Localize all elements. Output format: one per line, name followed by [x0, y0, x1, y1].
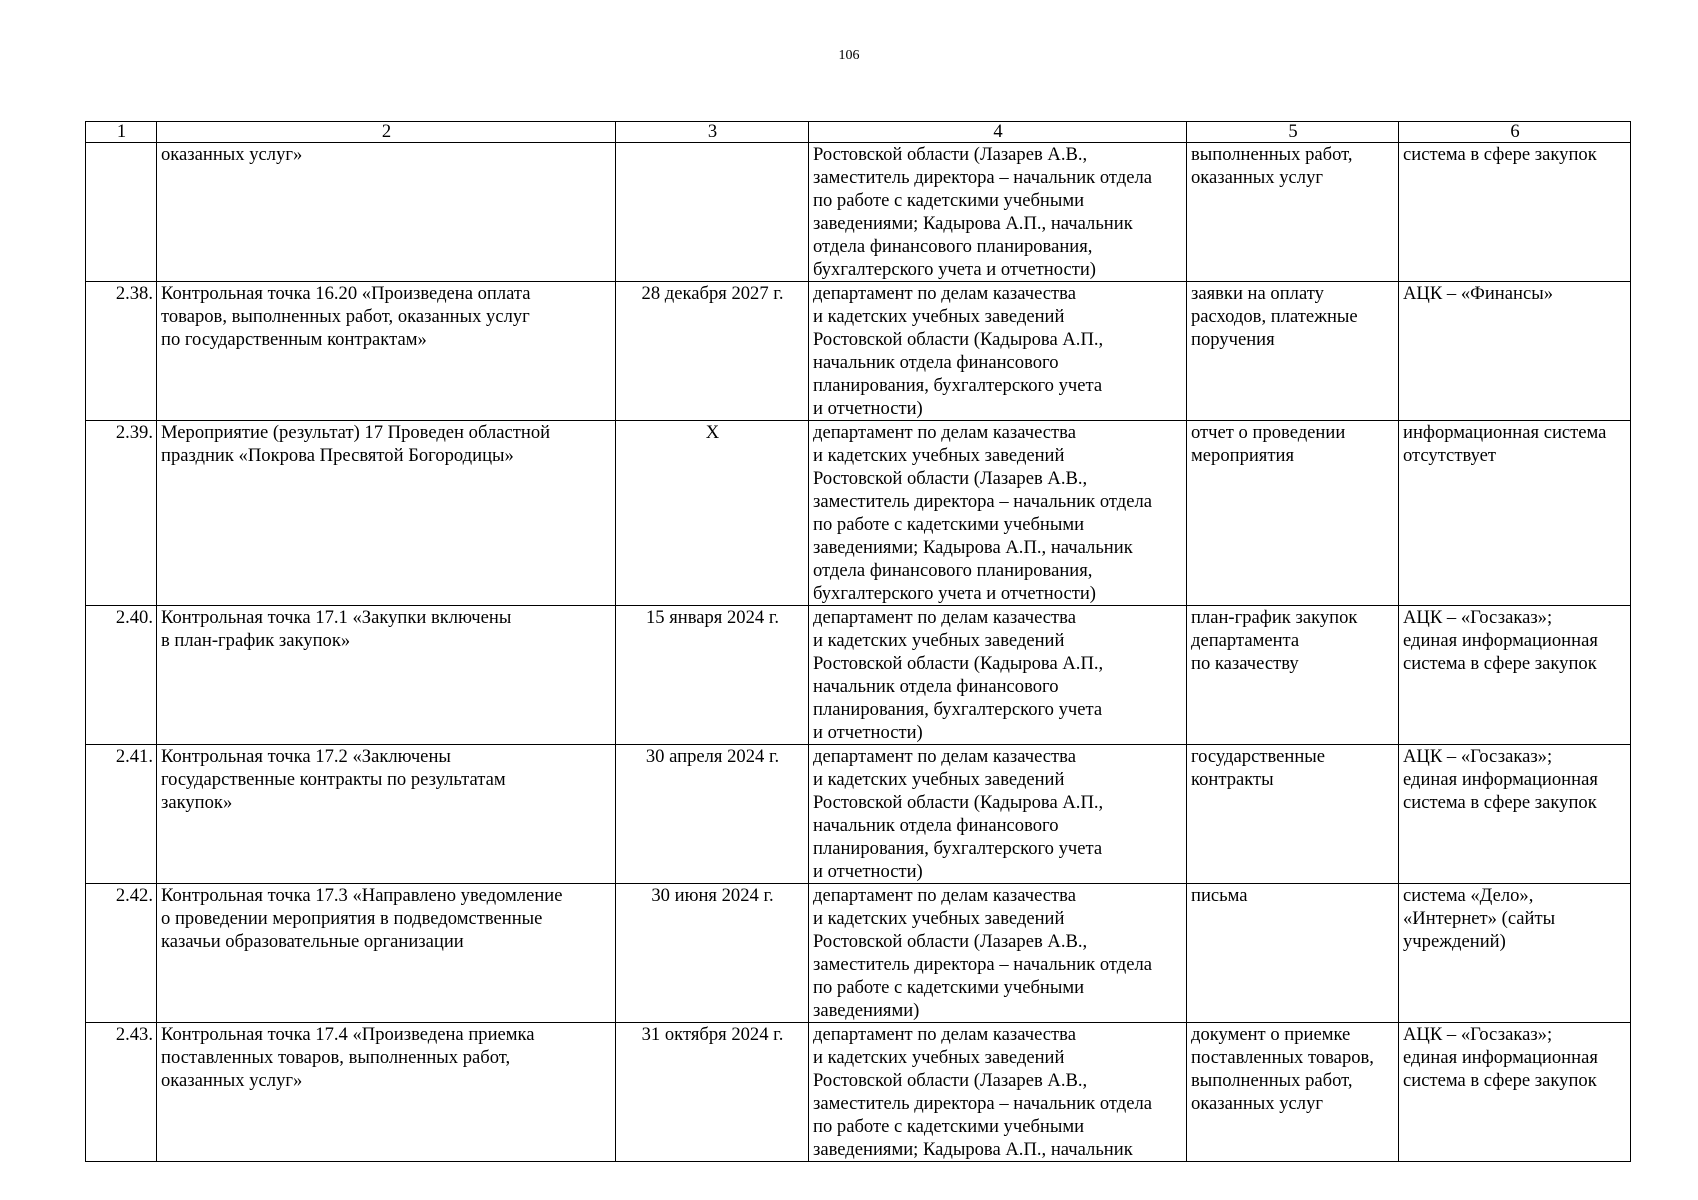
column-header: 4: [809, 122, 1187, 143]
table-header-row: [86, 122, 1631, 143]
item-name-cell: Мероприятие (результат) 17 Проведен областной праздник «Покрова Пресвятой Богородицы»: [157, 421, 616, 606]
responsible-cell: департамент по делам казачества и кадетских учебных заведений Ростовской области (Кадырова А.П., начальник отдела финансового планирования, бухгалтерского учета и отчетности): [809, 606, 1187, 745]
table-row: [86, 143, 1631, 282]
responsible-cell: департамент по делам казачества и кадетских учебных заведений Ростовской области (Кадырова А.П., начальник отдела финансового планирования, бухгалтерского учета и отчетности): [809, 282, 1187, 421]
document-cell: документ о приемке поставленных товаров, выполненных работ, оказанных услуг: [1187, 1023, 1399, 1162]
document-cell: отчет о проведении мероприятия: [1187, 421, 1399, 606]
column-header: 6: [1399, 122, 1631, 143]
info-system-cell: АЦК – «Госзаказ»; единая информационная система в сфере закупок: [1399, 1023, 1631, 1162]
column-header: 2: [157, 122, 616, 143]
item-name-cell: Контрольная точка 16.20 «Произведена оплата товаров, выполненных работ, оказанных услуг по государственным контрактам»: [157, 282, 616, 421]
column-header: 3: [616, 122, 809, 143]
row-number-cell: 2.40.: [86, 606, 157, 745]
deadline-cell: 15 января 2024 г.: [616, 606, 809, 745]
row-number-cell: 2.42.: [86, 884, 157, 1023]
column-header: 1: [86, 122, 157, 143]
row-number-cell: 2.39.: [86, 421, 157, 606]
info-system-cell: АЦК – «Госзаказ»; единая информационная система в сфере закупок: [1399, 606, 1631, 745]
deadline-cell: Х: [616, 421, 809, 606]
info-system-cell: АЦК – «Финансы»: [1399, 282, 1631, 421]
document-cell: план-график закупок департамента по казачеству: [1187, 606, 1399, 745]
responsible-cell: Ростовской области (Лазарев А.В., заместитель директора – начальник отдела по работе с кадетскими учебными заведениями; Кадырова А.П., начальник отдела финансового планирования, бухгалтерского учета и отчетности): [809, 143, 1187, 282]
item-name-cell: оказанных услуг»: [157, 143, 616, 282]
plan-table: [85, 121, 1631, 1162]
responsible-cell: департамент по делам казачества и кадетских учебных заведений Ростовской области (Лазарев А.В., заместитель директора – начальник отдела по работе с кадетскими учебными заведениями; Кадырова А.П., начальник: [809, 1023, 1187, 1162]
table-row: [86, 421, 1631, 606]
deadline-cell: 28 декабря 2027 г.: [616, 282, 809, 421]
info-system-cell: АЦК – «Госзаказ»; единая информационная система в сфере закупок: [1399, 745, 1631, 884]
row-number-cell: [86, 143, 157, 282]
item-name-cell: Контрольная точка 17.3 «Направлено уведомление о проведении мероприятия в подведомственные казачьи образовательные организации: [157, 884, 616, 1023]
info-system-cell: информационная система отсутствует: [1399, 421, 1631, 606]
responsible-cell: департамент по делам казачества и кадетских учебных заведений Ростовской области (Кадырова А.П., начальник отдела финансового планирования, бухгалтерского учета и отчетности): [809, 745, 1187, 884]
document-cell: выполненных работ, оказанных услуг: [1187, 143, 1399, 282]
document-cell: государственные контракты: [1187, 745, 1399, 884]
responsible-cell: департамент по делам казачества и кадетских учебных заведений Ростовской области (Лазарев А.В., заместитель директора – начальник отдела по работе с кадетскими учебными заведениями; Кадырова А.П., начальник отдела финансового планирования, бухгалтерского учета и отчетности): [809, 421, 1187, 606]
item-name-cell: Контрольная точка 17.4 «Произведена приемка поставленных товаров, выполненных работ, оказанных услуг»: [157, 1023, 616, 1162]
info-system-cell: система в сфере закупок: [1399, 143, 1631, 282]
table-row: [86, 745, 1631, 884]
responsible-cell: департамент по делам казачества и кадетских учебных заведений Ростовской области (Лазарев А.В., заместитель директора – начальник отдела по работе с кадетскими учебными заведениями): [809, 884, 1187, 1023]
table-row: [86, 606, 1631, 745]
deadline-cell: 30 июня 2024 г.: [616, 884, 809, 1023]
deadline-cell: [616, 143, 809, 282]
table-row: [86, 884, 1631, 1023]
info-system-cell: система «Дело», «Интернет» (сайты учреждений): [1399, 884, 1631, 1023]
document-cell: заявки на оплату расходов, платежные поручения: [1187, 282, 1399, 421]
row-number-cell: 2.38.: [86, 282, 157, 421]
page-number: 106: [838, 48, 860, 63]
item-name-cell: Контрольная точка 17.2 «Заключены государственные контракты по результатам закупок»: [157, 745, 616, 884]
row-number-cell: 2.43.: [86, 1023, 157, 1162]
column-header: 5: [1187, 122, 1399, 143]
table-row: [86, 1023, 1631, 1162]
document-cell: письма: [1187, 884, 1399, 1023]
deadline-cell: 30 апреля 2024 г.: [616, 745, 809, 884]
table-row: [86, 282, 1631, 421]
deadline-cell: 31 октября 2024 г.: [616, 1023, 809, 1162]
row-number-cell: 2.41.: [86, 745, 157, 884]
item-name-cell: Контрольная точка 17.1 «Закупки включены в план-график закупок»: [157, 606, 616, 745]
